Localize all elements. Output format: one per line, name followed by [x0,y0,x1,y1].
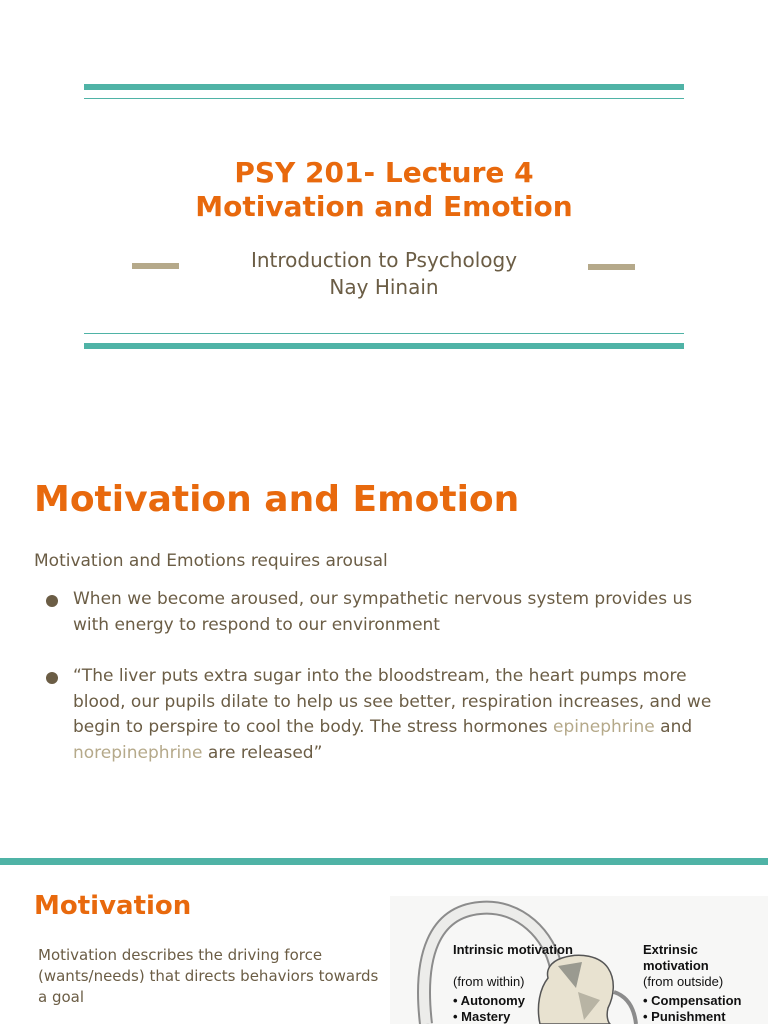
slide-heading: Motivation and Emotion [34,479,520,520]
intrinsic-item: • Mastery [453,1009,511,1024]
bullet-text-1: When we become aroused, our sympathetic nervous system provides us with energy to respond to our environment [73,589,693,635]
extrinsic-item: • Compensation [643,993,742,1008]
term-epinephrine: epinephrine [553,717,655,737]
lecture-title: PSY 201- Lecture 4 [234,156,534,189]
arousal-slide [0,428,768,856]
outer-arrow [614,992,636,1024]
bullet-text-2 [73,664,733,766]
bottom-thick-rule [84,343,684,349]
top-thin-rule [84,98,684,99]
motivation-slide [0,856,768,1024]
definition-paragraph: Motivation describes the driving force (wants/needs) that directs behaviors towards a goal [38,946,379,1006]
top-thick-rule [84,84,684,90]
bullet-dot [46,595,58,607]
title-slide [0,0,768,428]
quote-text: “The liver puts extra sugar into the bloodstream, the heart pumps more blood, our pupils dilate to help us see better, respiration increases, and we begin to perspire to cool the body. The stress hormones [73,666,712,737]
motivation-diagram [390,896,768,1024]
bullet-dot [46,672,58,684]
intrinsic-title: Intrinsic motivation [453,942,573,957]
slide-lead: Motivation and Emotions requires arousal [34,551,388,571]
course-name: Introduction to Psychology [250,248,518,272]
quote-connector: and [654,717,693,737]
bottom-thin-rule [84,333,684,334]
intrinsic-item: • Autonomy [453,993,525,1008]
top-teal-rule [0,858,768,865]
extrinsic-title: Extrinsic motivation [643,942,709,973]
extrinsic-subtitle: (from outside) [643,974,724,989]
author-name: Nay Hinain [329,275,439,299]
intrinsic-subtitle: (from within) [453,974,525,989]
quote-ending: are released” [202,742,323,763]
extrinsic-item: • Punishment [643,1009,726,1024]
lecture-subject: Motivation and Emotion [195,190,573,223]
term-norepinephrine: norepinephrine [73,742,203,763]
slide-heading: Motivation [34,891,192,921]
